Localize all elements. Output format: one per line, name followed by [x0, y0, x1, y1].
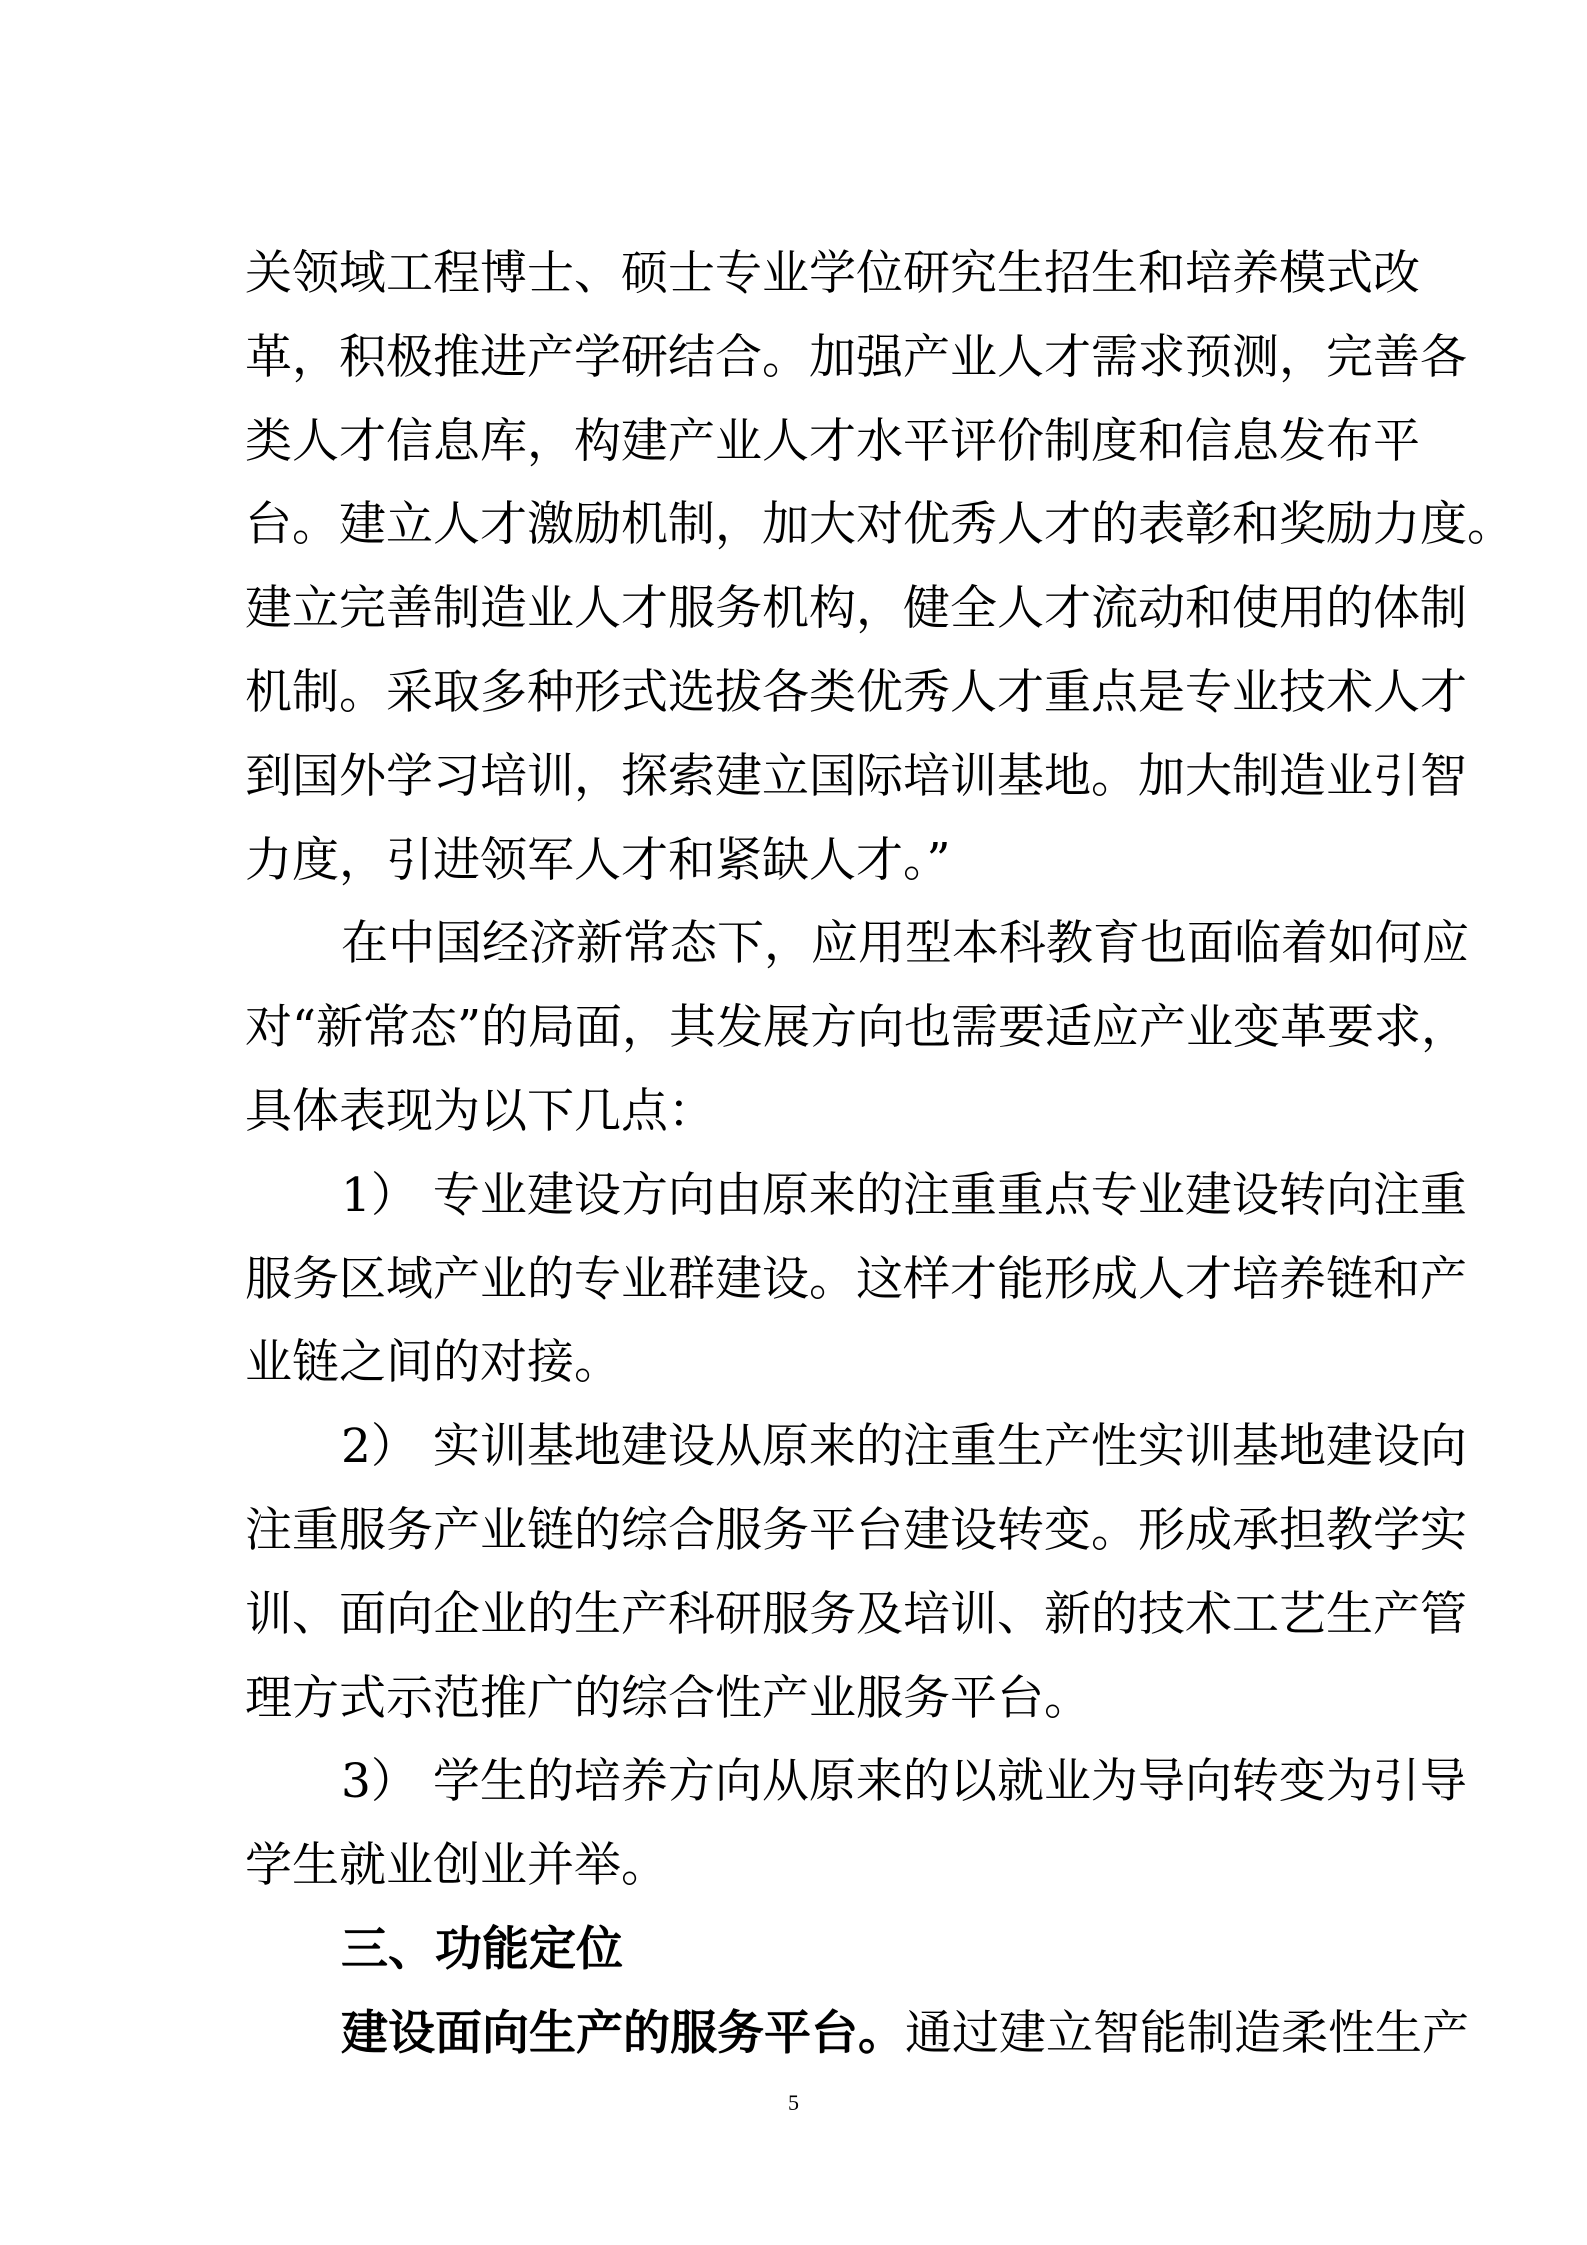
list-item-line: 业链之间的对接。 [245, 1335, 621, 1391]
bold-lead-text: 建设面向生产的服务平台。 [341, 2005, 905, 2061]
page-number: 5 [788, 2090, 799, 2115]
paragraph-line: 建立完善制造业人才服务机构，健全人才流动和使用的体制 [245, 581, 1467, 637]
paragraph-line: 类人才信息库，构建产业人才水平评价制度和信息发布平 [245, 413, 1420, 469]
list-item-line: 注重服务产业链的综合服务平台建设转变。形成承担教学实 [245, 1502, 1467, 1558]
document-body [245, 232, 1514, 2076]
paragraph-line: 机制。采取多种形式选拔各类优秀人才重点是专业技术人才 [245, 664, 1467, 720]
list-item-line: 3） 学生的培养方向从原来的以就业为导向转变为引导 [341, 1754, 1467, 1810]
paragraph-line: 力度，引进领军人才和紧缺人才。” [245, 832, 951, 888]
paragraph-line: 台。建立人才激励机制，加大对优秀人才的表彰和奖励力度。 [245, 497, 1514, 553]
paragraph-line: 革，积极推进产学研结合。加强产业人才需求预测，完善各 [245, 329, 1467, 385]
paragraph-line [245, 1992, 1469, 2076]
list-item-line: 2） 实训基地建设从原来的注重生产性实训基地建设向 [341, 1419, 1467, 1475]
paragraph-line: 在中国经济新常态下，应用型本科教育也面临着如何应 [341, 916, 1469, 972]
list-item-line: 1） 专业建设方向由原来的注重重点专业建设转向注重 [341, 1167, 1467, 1223]
paragraph-line: 具体表现为以下几点： [245, 1083, 715, 1139]
paragraph-line: 关领域工程博士、硕士专业学位研究生招生和培养模式改 [245, 246, 1420, 301]
paragraph-line: 对“新常态”的局面，其发展方向也需要适应产业变革要求， [245, 1000, 1469, 1056]
paragraph-text: 通过建立智能制造柔性生产 [905, 2005, 1469, 2061]
section-heading: 三、功能定位 [341, 1921, 623, 1977]
list-item-line: 学生就业创业并举。 [245, 1838, 668, 1894]
list-item-line: 服务区域产业的专业群建设。这样才能形成人才培养链和产 [245, 1251, 1467, 1307]
paragraph-line: 到国外学习培训，探索建立国际培训基地。加大制造业引智 [245, 748, 1467, 804]
list-item-line: 理方式示范推广的综合性产业服务平台。 [245, 1670, 1091, 1726]
list-item-line: 训、面向企业的生产科研服务及培训、新的技术工艺生产管 [245, 1586, 1467, 1642]
